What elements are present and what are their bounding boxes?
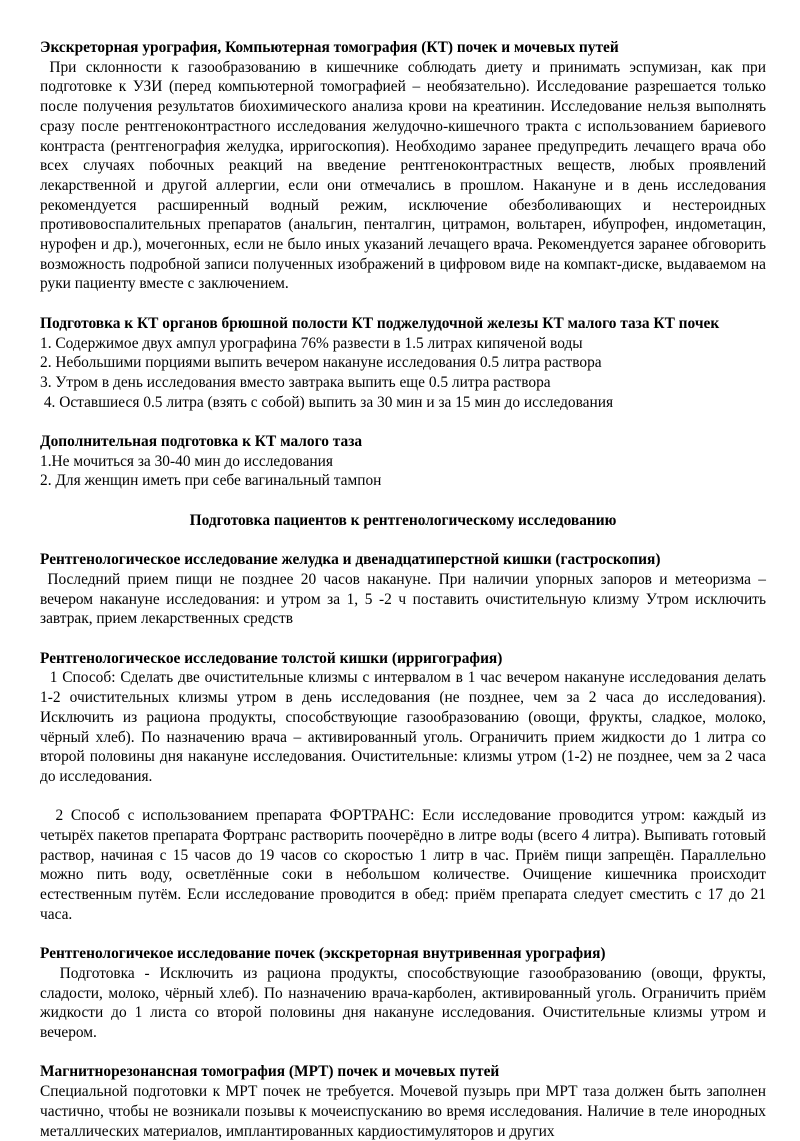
section-title-stomach-xray: Рентгенологическое исследование желудка и двенадцатиперстной кишки (гастроскопия) — [40, 551, 661, 569]
section-title-irrigography: Рентгенологическое исследование толстой кишки (ирригография) — [40, 649, 503, 667]
pelvis-ct-extra-steps — [40, 452, 766, 491]
section-title-pelvis-ct-extra: Дополнительная подготовка к КТ малого таза — [40, 433, 363, 451]
ct-preparation-steps — [40, 334, 766, 413]
list-item: 2. Для женщин иметь при себе вагинальный тампон — [40, 472, 382, 490]
section-body-excretory-urography-ct: При склонности к газообразованию в кишечнике соблюдать диету и принимать эспумизан, как при подготовке к УЗИ (перед компьютерной томографией – необязательно). Исследование разрешается только после получения результатов биохимического анализа крови на креатинин. Исследование нельзя выполнять сразу после рентгеноконтрастного исследования желудочно-кишечного тракта с использованием бариевого контраста (рентгенография желудка, ирригоскопия). Необходимо заранее предупредить лечащего врача обо всех случаях побочных реакций на введение рентгеноконтрастных веществ, любых проявлений лекарственной и другой аллергии, если они отмечались в прошлом. Накануне и в день исследования рекомендуется расширенный водный режим, исключение обезболивающих и нестероидных противовоспалительных препаратов (анальгин, пенталгин, цитрамон, вольтарен, ибупрофен, индометацин, нурофен и др.), мочегонных, если не было иных указаний лечащего врача. Рекомендуется заранее обговорить возможность подробной записи полученных изображений в цифровом виде на компакт-диске, выдаваемом на руки пациенту вместе с заключением. — [40, 58, 770, 293]
section-body-irrigography-method-2: 2 Способ с использованием препарата ФОРТРАНС: Если исследование проводится утром: каждый из четырёх пакетов препарата Фортранс растворить поочерёдно в литре воды (всего 4 литра). Выпивать готовый раствор, начиная с 15 часов до 19 часов со скоростью 1 литр в час. Приём пищи запрещён. Параллельно можно пить воду, осветлённые соки в небольшом количестве. Очищение кишечника происходит естественным путём. Если исследование проводится в обед: приём препарата следует сместить с 17 до 21 часа. — [40, 807, 770, 923]
spacer — [40, 491, 766, 511]
list-item: 4. Оставшиеся 0.5 литра (взять с собой) выпить за 30 мин и за 15 мин до исследования — [40, 393, 614, 411]
spacer — [40, 787, 766, 807]
list-item: 2. Небольшими порциями выпить вечером накануне исследования 0.5 литра раствора — [40, 354, 602, 372]
spacer — [40, 531, 766, 551]
list-item: 1. Содержимое двух ампул урографина 76% развести в 1.5 литрах кипяченой воды — [40, 334, 583, 352]
section-body-stomach-xray: Последний прием пищи не позднее 20 часов накануне. При наличии упорных запоров и метеоризма – вечером накануне исследования: и утром за 1, 5 -2 ч поставить очистительную клизму Утром исключить завтрак, прием лекарственных средств — [40, 570, 770, 628]
section-body-mri: Специальной подготовки к МРТ почек не требуется. Мочевой пузырь при МРТ таза должен быть заполнен частично, чтобы не возникали позывы к мочеиспусканию во время исследования. Наличие в теле инородных металлических материалов, имплантированных кардиостимуляторов и других — [40, 1083, 766, 1140]
section-body-irrigography-method-1: 1 Способ: Сделать две очистительные клизмы с интервалом в 1 час вечером накануне исследования делать 1-2 очистительных клизмы утром в день исследования (не позднее, чем за 2 часа до исследования). Исключить из рациона продукты, способствующие газообразованию (овощи, фрукты, сладкое, молоко, чёрный хлеб). По назначению врача – активированный уголь. Ограничить прием жидкости до 1 литра со второй половины дня накануне исследования. Очистительные: клизмы утром (1-2) не позднее, чем за 2 часа до исследования. — [40, 669, 770, 785]
spacer — [40, 1043, 766, 1063]
spacer — [40, 925, 766, 945]
spacer — [40, 294, 766, 314]
section-body-kidney-xray: Подготовка - Исключить из рациона продукты, способствующие газообразованию (овощи, фрукты, сладости, молоко, чёрный хлеб). По назначению врача-карболен, активированный уголь. Ограничить приём жидкости до 1 листа со второй половины дня накануне исследования. Очистительные клизмы утром и вечером. — [40, 964, 770, 1042]
section-title-ct-preparation: Подготовка к КТ органов брюшной полости КТ поджелудочной железы КТ малого таза КТ почек — [40, 314, 720, 332]
spacer — [40, 412, 766, 432]
section-title-mri: Магнитнорезонансная томография (МРТ) почек и мочевых путей — [40, 1063, 500, 1081]
list-item: 3. Утром в день исследования вместо завтрака выпить еще 0.5 литра раствора — [40, 373, 551, 391]
spacer — [40, 629, 766, 649]
section-title-kidney-xray: Рентгенологичекое исследование почек (экскреторная внутривенная урография) — [40, 945, 606, 963]
document-page — [40, 38, 770, 1141]
list-item: 1.Не мочиться за 30-40 мин до исследования — [40, 452, 333, 470]
center-heading-xray-preparation: Подготовка пациентов к рентгенологическому исследованию — [189, 511, 617, 529]
section-title-excretory-urography-ct: Экскреторная урография, Компьютерная томография (КТ) почек и мочевых путей — [40, 39, 619, 56]
